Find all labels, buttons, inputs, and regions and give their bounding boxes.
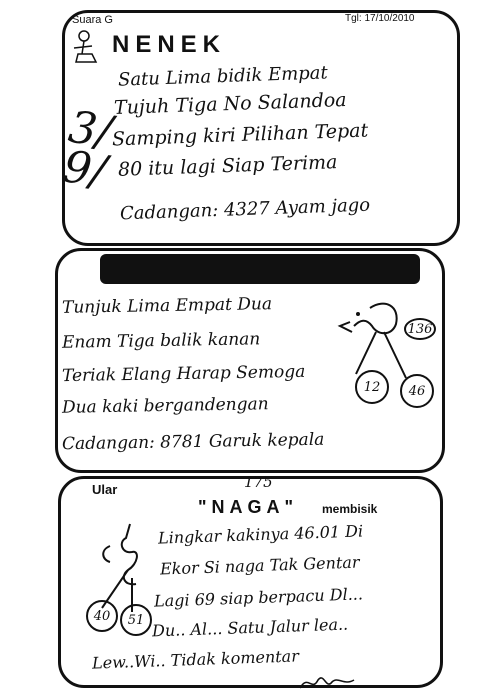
signature-scribble [298, 672, 358, 694]
panel3-line-3: Lagi 69 siap berpacu Dl... [153, 584, 364, 611]
panel3-line-5: Lew..Wi.. Tidak komentar [91, 646, 300, 673]
corner-label: Suara G [72, 14, 113, 26]
panel1-line-1: Satu Lima bidik Empat [117, 62, 329, 91]
panel1-line-4: 80 itu lagi Siap Terima [117, 151, 338, 181]
panel3-line-1: Lingkar kakinya 46.01 Di [157, 521, 364, 548]
panel3-signature: 175 [244, 473, 273, 491]
panel1-cadangan: Cadangan: 4327 Ayam jago [119, 194, 371, 225]
bird-number-top: 136 [404, 318, 436, 340]
panel1-title: NENEK [112, 31, 227, 58]
panel2-cadangan: Cadangan: 8781 Garuk kepala [61, 429, 325, 455]
panel1-line-2: Tujuh Tiga No Salandoa [113, 88, 347, 120]
panel1-figure-sketch [66, 28, 106, 68]
panel3-header-left: Ular [92, 482, 118, 497]
bird-number-left: 12 [355, 370, 389, 404]
panel2-line-2: Enam Tiga balik kanan [61, 329, 261, 353]
panel2-line-1: Tunjuk Lima Empat Dua [61, 294, 273, 318]
figure-number-right: 51 [120, 604, 152, 636]
panel2-header-strip [100, 254, 420, 284]
panel3-line-4: Du.. Al... Satu Jalur lea.. [151, 614, 349, 641]
bird-number-right: 46 [400, 374, 434, 408]
panel1-line-3: Samping kiri Pilihan Tepat [111, 119, 369, 151]
margin-note: 3/9/ [59, 101, 116, 198]
panel3-subtitle: membisik [322, 502, 378, 516]
figure-number-left: 40 [86, 600, 118, 632]
date-label: Tgl: 17/10/2010 [345, 13, 415, 24]
panel3-line-2: Ekor Si naga Tak Gentar [159, 552, 360, 579]
panel3-title: "NAGA" [198, 497, 299, 517]
panel2-line-3: Teriak Elang Harap Semoga [61, 361, 306, 387]
panel2-line-4: Dua kaki bergandengan [61, 394, 269, 418]
